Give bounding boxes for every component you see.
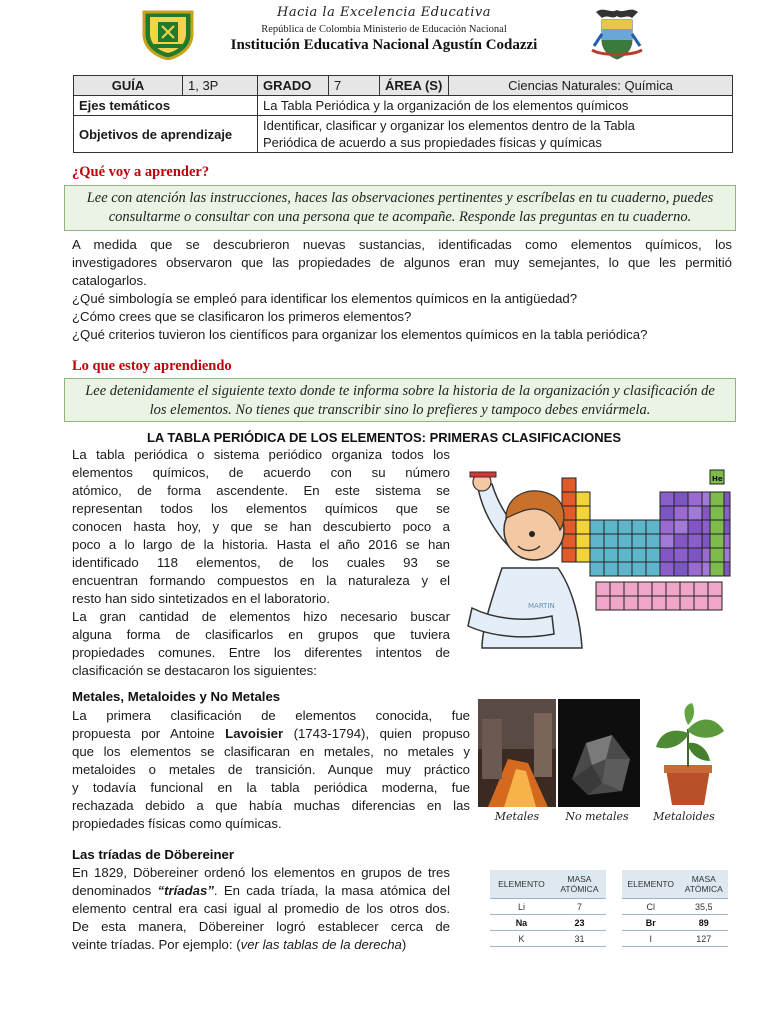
no-metales-photo	[558, 699, 640, 807]
article-paragraph	[72, 446, 450, 680]
article-title: LA TABLA PERIÓDICA DE LOS ELEMENTOS: PRIMERAS CLASIFICACIONES	[146, 430, 622, 445]
ministry-line: República de Colombia Ministerio de Educación Nacional	[261, 24, 507, 35]
triadas-line: De esta manera, Döbereiner logró establecer cerca de	[72, 919, 450, 934]
triadas-text: . En cada tríada, la masa atómica del	[213, 883, 450, 898]
article-line: La tabla periódica o sistema periódico organiza todos los	[72, 447, 450, 462]
instructions-line: Lee con atención las instrucciones, haces las observaciones pertinentes y escríbelas en tu cuaderno, puedes	[86, 190, 714, 206]
triad-header-mass: MASA ATÓMICA	[679, 870, 728, 899]
triad-cell: Li	[490, 899, 553, 915]
subheading-metales: Metales, Metaloides y No Metales	[72, 689, 281, 704]
article-line: La gran cantidad de elementos hizo necesario buscar	[72, 609, 450, 624]
triadas-term: “tríadas”	[157, 883, 214, 898]
triad-cell: Cl	[622, 899, 679, 915]
guide-info-table	[73, 75, 733, 153]
article-line: alguna forma de clasificarlos en grupos que tuviera	[72, 627, 450, 642]
instructions-line: los elementos. No tienes que transcribir sino lo prefieres y tampoco debes enviármela.	[149, 402, 651, 418]
triadas-line: En 1829, Döbereiner ordenó los elementos en grupos de tres	[72, 865, 450, 880]
triadas-text: denominados	[72, 883, 158, 898]
article-line: representan todos los elementos químicos que se	[72, 501, 450, 516]
institution-name: Institución Educativa Nacional Agustín Codazzi	[230, 37, 538, 53]
article-line: resto han sido sintetizados en el laboratorio.	[72, 591, 331, 606]
area-value: Ciencias Naturales: Química	[449, 76, 733, 96]
metaloides-photo	[644, 699, 732, 807]
national-coat-of-arms	[588, 4, 646, 64]
lavoisier-name: Lavoisier	[225, 726, 284, 741]
triad-cell: 7	[553, 899, 606, 915]
triadas-paragraph	[72, 864, 450, 954]
metales-line: propiedades físicas como químicas.	[72, 816, 282, 831]
triad-header-element: ELEMENTO	[490, 870, 553, 899]
guia-label: GUÍA	[74, 76, 183, 96]
illustration-signature: MARTIN	[528, 602, 555, 610]
triad-header-mass: MASA ATÓMICA	[553, 870, 606, 899]
periodic-table-grid	[562, 468, 730, 618]
ejes-label: Ejes temáticos	[74, 96, 258, 116]
metales-line	[72, 725, 470, 743]
triad-cell: 89	[679, 915, 728, 931]
triadas-text: )	[401, 937, 407, 952]
article-line: conocen hasta hoy, y que se han descubierto poco a	[72, 519, 450, 534]
instructions-line: consultarme o consultar con una persona que te acompañe. Responde las preguntas en tu cuaderno.	[108, 209, 692, 225]
triad-cell: K	[490, 931, 553, 947]
metales-photo	[478, 699, 556, 807]
objetivos-line: Periódica de acuerdo a sus propiedades físicas y químicas	[263, 135, 602, 150]
triad-cell: Na	[490, 915, 553, 931]
instructions-box	[64, 185, 736, 231]
metales-line: metaloides o metales de transición. Aunque muy práctico	[72, 762, 470, 777]
metales-text: propuesta por Antoine	[72, 726, 226, 741]
section-heading-aprendiendo: Lo que estoy aprendiendo	[72, 358, 232, 374]
instructions-line: Lee detenidamente el siguiente texto donde te informa sobre la historia de la organización y clasificación de	[85, 383, 715, 399]
scientist-periodic-table-illustration	[462, 448, 734, 656]
area-label: ÁREA (S)	[380, 76, 449, 96]
triadas-reference: ver las tablas de la derecha	[240, 937, 402, 952]
caption-no-metales: No metales	[565, 810, 629, 823]
helium-symbol: He	[712, 475, 723, 483]
triadas-line: elemento central era casi igual al promedio de los otros dos.	[72, 901, 450, 916]
caption-metales: Metales	[494, 810, 540, 823]
objetivos-value	[258, 116, 733, 153]
grado-value: 7	[329, 76, 380, 96]
article-line: clasificación se destacaron los siguientes:	[72, 663, 317, 678]
objetivos-label: Objetivos de aprendizaje	[74, 116, 258, 153]
intro-line: catalogarlos.	[72, 273, 147, 288]
subheading-triadas: Las tríadas de Döbereiner	[72, 847, 234, 862]
triad-table-cl-br-i	[622, 870, 728, 947]
question-1: ¿Qué simbología se empleó para identificar los elementos químicos en la antigüedad?	[72, 291, 578, 306]
triad-cell: 127	[679, 931, 728, 947]
triad-cell: I	[622, 931, 679, 947]
metales-line: que los elementos se clasificaran en metales, no metales y	[72, 744, 470, 759]
article-line: atómico, de forma ascendente. En este sistema se	[72, 483, 450, 498]
triad-cell: 31	[553, 931, 606, 947]
question-3: ¿Qué criterios tuvieron los científicos para organizar los elementos químicos en la tabla periódica?	[72, 327, 648, 342]
caption-metaloides: Metaloides	[653, 810, 715, 823]
metales-text: (1743-1794), quien propuso	[283, 726, 470, 741]
ejes-value: La Tabla Periódica y la organización de los elementos químicos	[258, 96, 733, 116]
article-line: identificado 118 elementos, de los cuales 93 se	[72, 555, 450, 570]
section-heading-aprender: ¿Qué voy a aprender?	[72, 164, 210, 180]
guia-value: 1, 3P	[183, 76, 258, 96]
school-motto: Hacia la Excelencia Educativa	[277, 5, 491, 20]
question-2: ¿Cómo crees que se clasificaron los primeros elementos?	[72, 309, 412, 324]
article-line: elementos químicos, de acuerdo con su número	[72, 465, 450, 480]
objetivos-line: Identificar, clasificar y organizar los elementos dentro de la Tabla	[263, 118, 635, 133]
triadas-text: veinte tríadas. Por ejemplo: (	[72, 937, 241, 952]
triad-cell: Br	[622, 915, 679, 931]
intro-line: investigadores observaron que las propiedades de algunos eran muy semejantes, lo que les permitió	[72, 255, 732, 270]
metales-line: rechazada debido a que había muchas diferencias en las	[72, 798, 470, 813]
triad-cell: 23	[553, 915, 606, 931]
intro-paragraph	[72, 236, 732, 344]
metales-line: La primera clasificación de elementos conocida, fue	[72, 708, 470, 723]
triad-table-li-na-k	[490, 870, 606, 947]
article-line: poco a lo largo de la historia. Hasta el año 2016 se han	[72, 537, 450, 552]
metales-paragraph	[72, 707, 470, 833]
intro-line: A medida que se descubrieron nuevas sustancias, identificadas como elementos químicos, los	[72, 237, 732, 252]
triadas-line	[72, 882, 450, 900]
triadas-line	[72, 936, 450, 954]
article-line: encuentran formando compuestos en la naturaleza y el	[72, 573, 450, 588]
triad-header-element: ELEMENTO	[622, 870, 679, 899]
reading-instructions-box	[64, 378, 736, 422]
grado-label: GRADO	[258, 76, 329, 96]
metales-line: y todavía funcional en la tabla periódica moderna, fue	[72, 780, 470, 795]
article-line: propiedades comunes. Entre los diferentes intentos de	[72, 645, 450, 660]
triad-cell: 35,5	[679, 899, 728, 915]
